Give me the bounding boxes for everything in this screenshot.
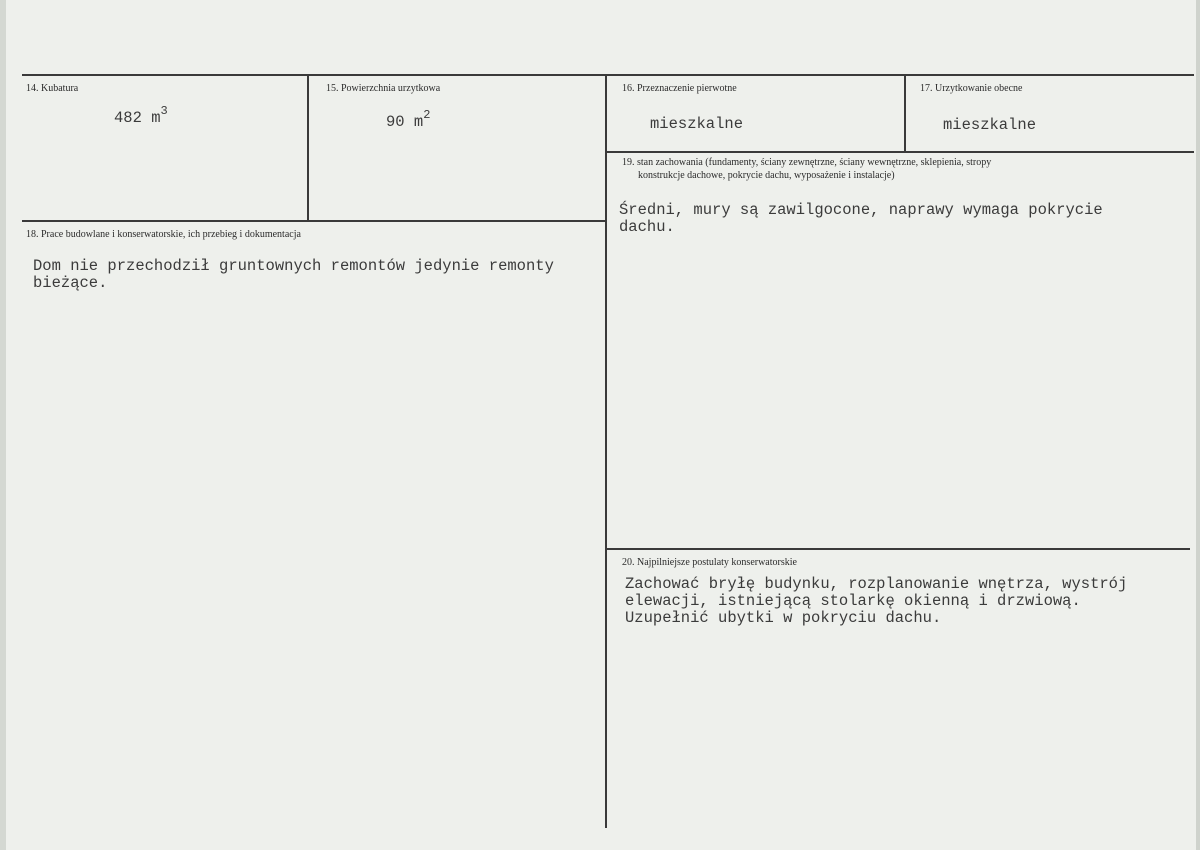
field-17-label: 17. Urzytkowanie obecne bbox=[920, 83, 1023, 94]
field-19-text-line-1: Średni, mury są zawilgocone, naprawy wymaga pokrycie bbox=[619, 201, 1103, 219]
rule-under-14-15 bbox=[22, 220, 606, 222]
field-18-text-line-2: bieżące. bbox=[33, 274, 108, 292]
field-18-label: 18. Prace budowlane i konserwatorskie, ich przebieg i dokumentacja bbox=[26, 229, 301, 240]
field-17-value: mieszkalne bbox=[943, 116, 1037, 134]
field-19-label-line-1: 19. stan zachowania (fundamenty, ściany zewnętrzne, ściany wewnętrzne, sklepienia, stropy bbox=[622, 157, 992, 168]
field-15-value bbox=[386, 108, 431, 132]
rule-under-16-17 bbox=[606, 151, 1194, 153]
field-14-number: 482 m bbox=[114, 109, 161, 127]
divider-left-right bbox=[605, 76, 607, 828]
field-20-label: 20. Najpilniejsze postulaty konserwatorskie bbox=[622, 557, 797, 568]
field-15-label: 15. Powierzchnia urzytkowa bbox=[326, 83, 441, 94]
field-20-text-line-1: Zachować bryłę budynku, rozplanowanie wnętrza, wystrój bbox=[625, 575, 1128, 593]
field-18-text-line-1: Dom nie przechodził gruntownych remontów jedynie remonty bbox=[33, 257, 554, 275]
field-19-label-line-2: konstrukcje dachowe, pokrycie dachu, wyposażenie i instalacje) bbox=[638, 170, 895, 181]
field-14-exponent: 3 bbox=[160, 104, 168, 118]
divider-16-17 bbox=[904, 76, 906, 151]
field-19-text-line-2: dachu. bbox=[619, 218, 675, 236]
top-rule bbox=[22, 74, 1194, 76]
field-14-value bbox=[114, 104, 168, 128]
divider-14-15 bbox=[307, 76, 309, 220]
field-16-label: 16. Przeznaczenie pierwotne bbox=[622, 83, 737, 94]
field-20-text-line-3: Uzupełnić ubytki w pokryciu dachu. bbox=[625, 609, 942, 627]
card-right-edge bbox=[1196, 0, 1200, 850]
field-20-text-line-2: elewacji, istniejącą stolarkę okienną i drzwiową. bbox=[625, 592, 1081, 610]
rule-above-20 bbox=[606, 548, 1190, 550]
card-left-edge bbox=[0, 0, 6, 850]
field-15-exponent: 2 bbox=[423, 108, 431, 122]
field-16-value: mieszkalne bbox=[650, 115, 744, 133]
field-15-number: 90 m bbox=[386, 113, 424, 131]
field-14-label: 14. Kubatura bbox=[26, 83, 79, 94]
